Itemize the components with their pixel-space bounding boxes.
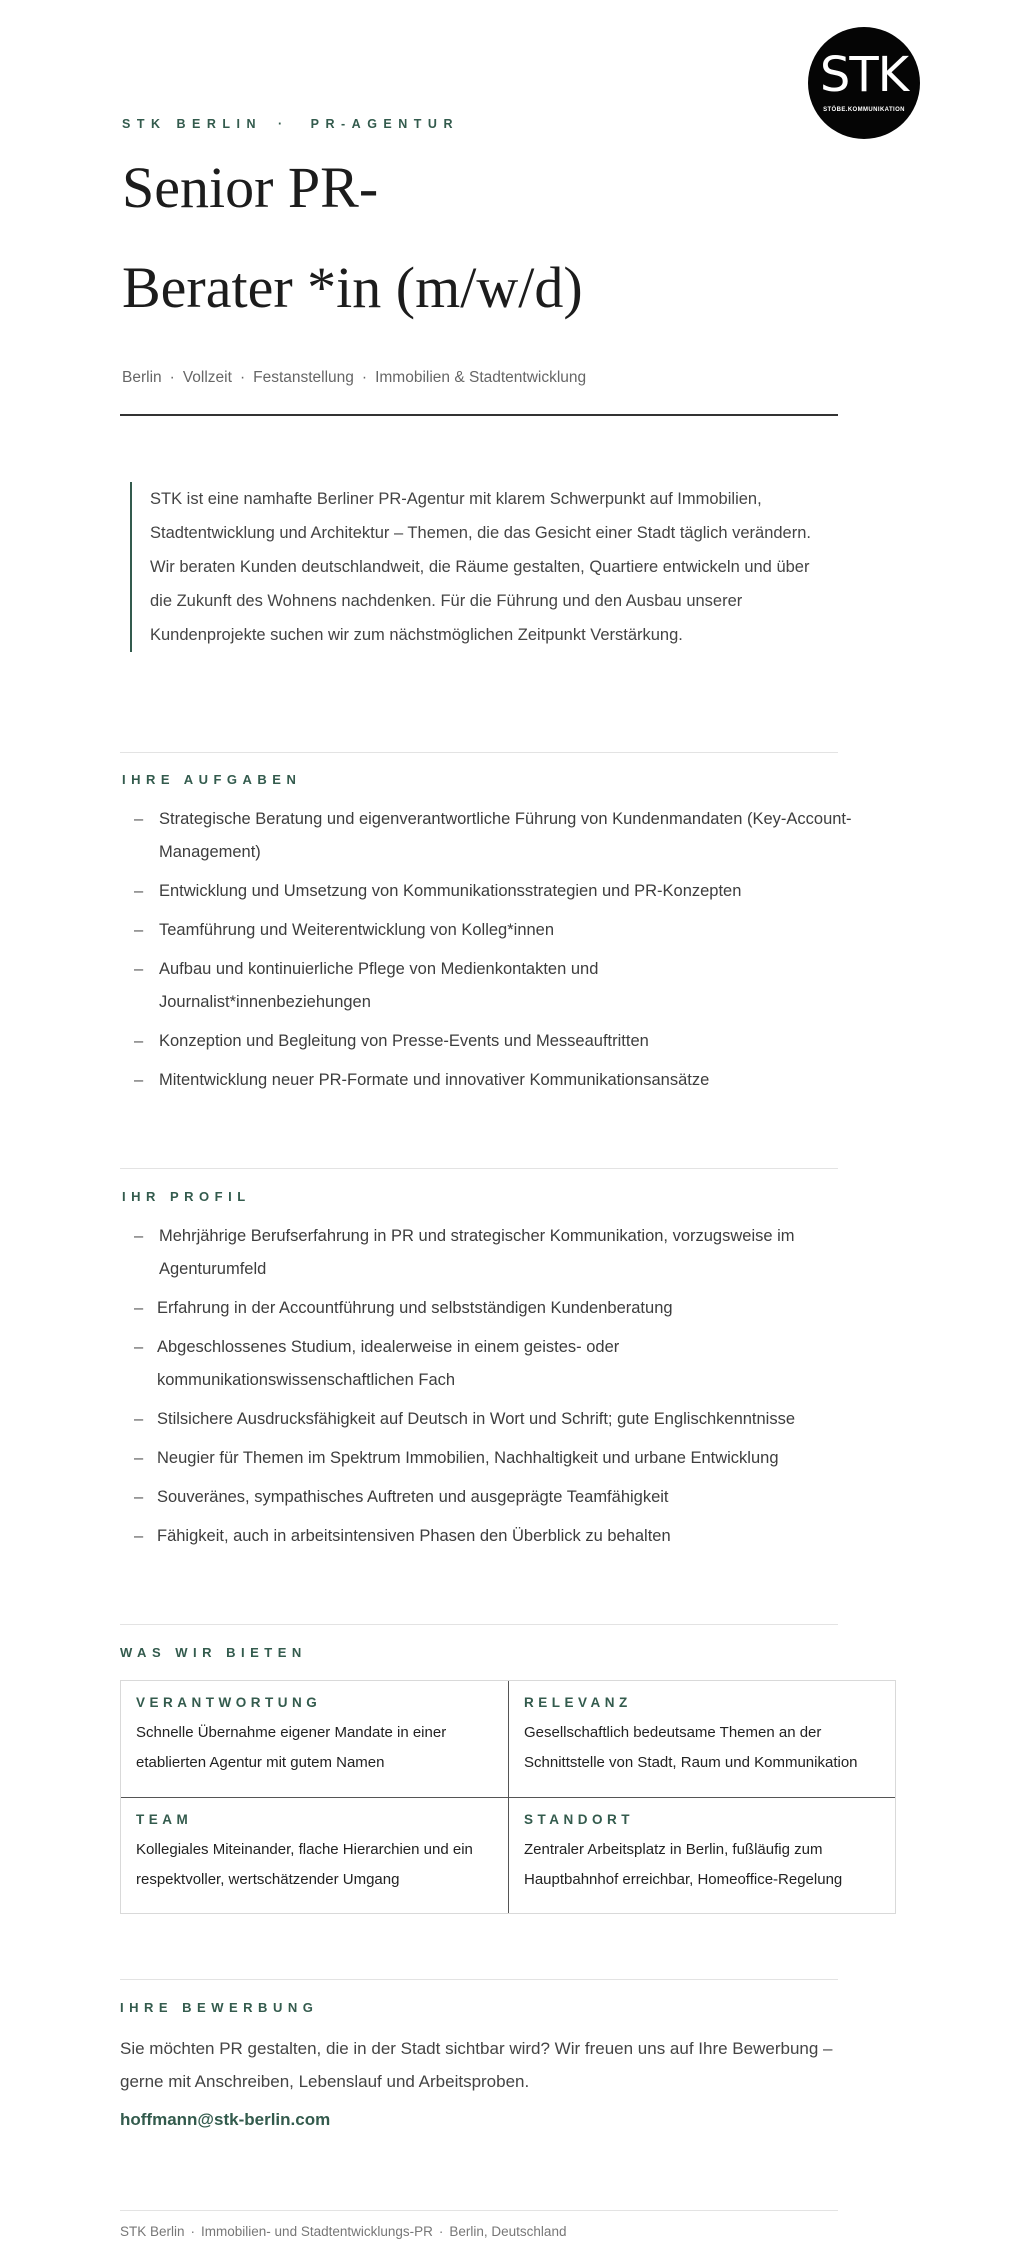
list-item [134,1442,854,1475]
dash-bullet: – [134,1488,144,1506]
meta-location: Berlin [122,369,162,386]
list-item [134,914,854,947]
eyebrow-separator: · [277,117,289,131]
company-logo [808,27,920,139]
meta-hours: Vollzeit [182,369,232,386]
list-item-text: Erfahrung in der Accountführung und selbstständigen Kundenberatung [157,1299,673,1317]
eyebrow [122,117,459,131]
dash-bullet: – [134,1299,144,1317]
meta-contract: Festanstellung [253,369,354,386]
footer-specialty: Immobilien- und Stadtentwicklungs-PR [201,2224,433,2239]
list-item [134,1292,854,1325]
list-item-text: Souveränes, sympathisches Auftreten und ausgeprägte Teamfähigkeit [157,1488,669,1506]
list-item [134,875,854,908]
benefit-card-team [121,1798,508,1914]
section-label-profil: IHR PROFIL [122,1189,251,1204]
list-item [134,1025,854,1058]
dash-bullet: – [134,1338,144,1356]
header-divider [120,414,838,416]
list-item [134,953,694,1019]
footer-location: Berlin, Deutschland [449,2224,567,2239]
list-item-text: Fähigkeit, auch in arbeitsintensiven Phasen den Überblick zu behalten [157,1527,671,1545]
benefits-grid [120,1680,896,1914]
dash-bullet: – [134,1071,144,1089]
section-divider [120,752,838,753]
dash-bullet: – [134,1449,144,1467]
dash-bullet: – [134,1227,144,1245]
logo-wordmark: STK [819,47,909,103]
benefit-title: VERANTWORTUNG [136,1695,322,1710]
application-text: Sie möchten PR gestalten, die in der Stadt sichtbar wird? Wir freuen uns auf Ihre Bewerbung – gerne mit Anschreiben, Lebenslauf und Arbeitsproben. [120,2039,833,2091]
list-item [134,1064,854,1097]
list-item-text: Mitentwicklung neuer PR-Formate und innovativer Kommunikationsansätze [159,1071,710,1089]
section-label-bewerbung: IHRE BEWERBUNG [120,2000,319,2015]
list-item-text: Teamführung und Weiterentwicklung von Kolleg*innen [159,921,555,939]
section-label-bieten: WAS WIR BIETEN [120,1645,307,1660]
list-item [134,1481,854,1514]
logo-subline: STÖBE.KOMMUNIKATION [823,107,905,113]
grid-divider-horizontal [121,1797,895,1798]
list-item [134,1220,854,1286]
benefit-card-relevanz [509,1681,896,1797]
section-divider [120,1168,838,1169]
page-title-line-1: Senior PR- [122,155,379,220]
list-item-text: Abgeschlossenes Studium, idealerweise in einem geistes- oder kommunikationswissenschaftlichen Fach [157,1338,620,1389]
benefit-title: RELEVANZ [524,1695,632,1710]
page-title-line-2: Berater *in (m/w/d) [122,255,583,320]
footer-divider [120,2210,838,2211]
section-label-aufgaben: IHRE AUFGABEN [122,772,302,787]
benefit-title: STANDORT [524,1812,634,1827]
list-item-text: Mehrjährige Berufserfahrung in PR und strategischer Kommunikation, vorzugsweise im Agenturumfeld [159,1227,795,1278]
dash-bullet: – [134,921,144,939]
benefit-text: Zentraler Arbeitsplatz in Berlin, fußläufig zum Hauptbahnhof erreichbar, Homeoffice-Regelung [524,1841,843,1888]
dash-bullet: – [134,960,144,978]
meta-separator: · [169,369,175,386]
meta-sector: Immobilien & Stadtentwicklung [375,369,587,386]
section-divider [120,1979,838,1980]
list-item [134,1403,854,1436]
benefit-text: Gesellschaftlich bedeutsame Themen an der Schnittstelle von Stadt, Raum und Kommunikation [524,1724,858,1771]
dash-bullet: – [134,882,144,900]
aufgaben-list [134,803,854,1103]
meta-separator: · [239,369,246,386]
dash-bullet: – [134,1527,144,1545]
benefit-card-verantwortung [121,1681,508,1797]
footer-separator: · [190,2224,196,2239]
application-email-link[interactable]: hoffmann@stk-berlin.com [120,2110,331,2129]
list-item-text: Neugier für Themen im Spektrum Immobilien, Nachhaltigkeit und urbane Entwicklung [157,1449,779,1467]
footer-separator: · [438,2224,444,2239]
eyebrow-company: STK BERLIN [122,117,262,131]
intro-text: STK ist eine namhafte Berliner PR-Agentur mit klarem Schwerpunkt auf Immobilien, Stadtentwicklung und Architektur – Themen, die das Gesicht einer Stadt täglich verändern. Wir beraten Kunden deutschlandweit, die Räume gestalten, Quartiere entwickeln und über die Zukunft des Wohnens nachdenken. Für die Führung und den Ausbau unserer Kundenprojekte suchen wir zum nächstmöglichen Zeitpunkt Verstärkung. [130,482,830,652]
list-item-text: Entwicklung und Umsetzung von Kommunikationsstrategien und PR-Konzepten [159,882,742,900]
list-item-text: Konzeption und Begleitung von Presse-Events und Messeauftritten [159,1032,649,1050]
list-item [134,1520,854,1553]
benefit-card-standort [509,1798,896,1914]
benefit-text: Kollegiales Miteinander, flache Hierarchien und ein respektvoller, wertschätzender Umgang [136,1841,473,1888]
dash-bullet: – [134,810,144,828]
footer-company: STK Berlin [120,2224,185,2239]
benefit-text: Schnelle Übernahme eigener Mandate in einer etablierten Agentur mit gutem Namen [136,1724,447,1771]
section-divider [120,1624,838,1625]
benefit-title: TEAM [136,1812,193,1827]
dash-bullet: – [134,1032,144,1050]
dash-bullet: – [134,1410,144,1428]
profil-list [134,1220,854,1559]
eyebrow-type: PR-AGENTUR [310,117,459,131]
list-item-text: Stilsichere Ausdrucksfähigkeit auf Deutsch in Wort und Schrift; gute Englischkenntnisse [157,1410,796,1428]
list-item-text: Strategische Beratung und eigenverantwortliche Führung von Kundenmandaten (Key-Account-Management) [159,810,852,861]
footer [120,2224,566,2239]
list-item [134,1331,694,1397]
meta-separator: · [361,369,368,386]
list-item-text: Aufbau und kontinuierliche Pflege von Medienkontakten und Journalist*innenbeziehungen [159,960,599,1011]
job-meta [122,369,586,387]
list-item [134,803,854,869]
